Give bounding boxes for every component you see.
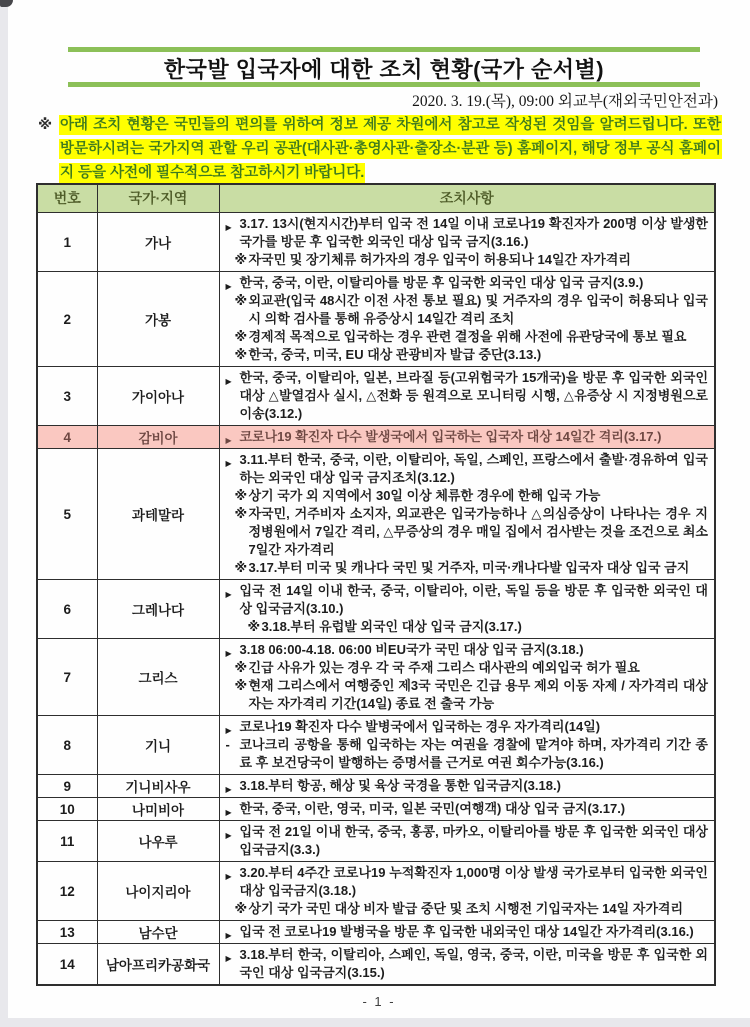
measure-line bbox=[234, 900, 709, 918]
document-page bbox=[8, 0, 750, 1018]
measure-line bbox=[225, 923, 709, 941]
reference-mark-icon: ※ bbox=[247, 619, 261, 634]
measures-cell bbox=[219, 821, 715, 862]
reference-mark-icon: ※ bbox=[234, 488, 248, 503]
reference-mark-icon: ※ bbox=[38, 117, 53, 133]
country-name: 가봉 bbox=[97, 272, 219, 367]
measure-line bbox=[225, 641, 709, 659]
row-number: 14 bbox=[37, 944, 97, 986]
table-row bbox=[37, 798, 715, 821]
measures-cell bbox=[219, 580, 715, 639]
row-number: 6 bbox=[37, 580, 97, 639]
measure-text: 3.18 06:00-4.18. 06:00 비EU국가 국민 대상 입국 금지(3.18.) bbox=[239, 642, 584, 657]
measure-text: 3.18.부터 항공, 해상 및 육상 국경을 통한 입국금지(3.18.) bbox=[239, 778, 561, 793]
column-header-country: 국가·지역 bbox=[97, 184, 219, 213]
row-number: 13 bbox=[37, 921, 97, 944]
reference-mark-icon: ※ bbox=[234, 660, 248, 675]
row-number: 11 bbox=[37, 821, 97, 862]
measure-line bbox=[225, 582, 709, 618]
measure-line bbox=[225, 428, 709, 446]
country-name: 그리스 bbox=[97, 639, 219, 716]
dash-icon: - bbox=[225, 737, 230, 752]
reference-mark-icon: ※ bbox=[234, 678, 248, 693]
measure-line bbox=[225, 823, 709, 859]
measures-cell bbox=[219, 798, 715, 821]
table-row bbox=[37, 862, 715, 921]
row-number: 2 bbox=[37, 272, 97, 367]
measure-line bbox=[225, 215, 709, 251]
row-number: 3 bbox=[37, 367, 97, 426]
dateline: 2020. 3. 19.(목), 09:00 외교부(재외국민안전과) bbox=[412, 93, 718, 110]
row-number: 10 bbox=[37, 798, 97, 821]
measure-line bbox=[225, 777, 709, 795]
measures-cell bbox=[219, 367, 715, 426]
measure-text: 코로나19 확진자 다수 발병국에서 입국하는 경우 자가격리(14일) bbox=[239, 719, 601, 734]
country-name: 감비아 bbox=[97, 426, 219, 449]
measures-cell bbox=[219, 775, 715, 798]
reference-mark-icon: ※ bbox=[234, 293, 248, 308]
measure-text: 3.20.부터 4주간 코로나19 누적확진자 1,000명 이상 발생 국가로부터 입국한 외국인 대상 입국금지(3.18.) bbox=[239, 865, 708, 898]
measures-cell bbox=[219, 921, 715, 944]
bullet-arrow-icon: ▶ bbox=[225, 282, 232, 291]
table-row bbox=[37, 449, 715, 580]
measure-line bbox=[225, 864, 709, 900]
country-name: 기니 bbox=[97, 716, 219, 775]
reference-mark-icon: ※ bbox=[234, 329, 248, 344]
table-row bbox=[37, 367, 715, 426]
measure-text: 외교관(입국 48시간 이전 사전 통보 필요) 및 거주자의 경우 입국이 허용되나 입국시 의학 검사를 통해 유증상시 14일간 격리 조치 bbox=[248, 293, 708, 326]
table-row bbox=[37, 944, 715, 986]
measures-cell bbox=[219, 944, 715, 986]
bullet-arrow-icon: ▶ bbox=[225, 831, 232, 840]
measure-line bbox=[234, 659, 709, 677]
bullet-arrow-icon: ▶ bbox=[225, 931, 232, 940]
bullet-arrow-icon: ▶ bbox=[225, 808, 232, 817]
row-number: 7 bbox=[37, 639, 97, 716]
measure-line bbox=[234, 346, 709, 364]
bullet-arrow-icon: ▶ bbox=[225, 590, 232, 599]
country-name: 나이지리아 bbox=[97, 862, 219, 921]
notice-paragraph bbox=[38, 113, 722, 185]
bullet-arrow-icon: ▶ bbox=[225, 726, 232, 735]
measure-text: 상기 국가 외 지역에서 30일 이상 체류한 경우에 한해 입국 가능 bbox=[248, 488, 601, 503]
country-name: 가이아나 bbox=[97, 367, 219, 426]
table-row bbox=[37, 821, 715, 862]
measure-text: 긴급 사유가 있는 경우 각 국 주재 그리스 대사관의 예외입국 허가 필요 bbox=[248, 660, 640, 675]
measures-cell bbox=[219, 862, 715, 921]
row-number: 4 bbox=[37, 426, 97, 449]
measure-text: 3.18.부터 유럽발 외국인 대상 입국 금지(3.17.) bbox=[261, 619, 522, 634]
measure-text: 코로나19 확진자 다수 발생국에서 입국하는 입국자 대상 14일간 격리(3.17.) bbox=[239, 429, 662, 444]
reference-mark-icon: ※ bbox=[234, 347, 248, 362]
reference-mark-icon: ※ bbox=[234, 252, 248, 267]
table-header-row bbox=[37, 184, 715, 213]
measure-text: 코나크리 공항을 통해 입국하는 자는 여권을 경찰에 맡겨야 하며, 자가격리 기간 종료 후 보건당국이 발행하는 증명서를 근거로 여권 회수가능(3.16.) bbox=[239, 737, 708, 770]
reference-mark-icon: ※ bbox=[234, 901, 248, 916]
country-name: 나미비아 bbox=[97, 798, 219, 821]
measure-text: 한국, 중국, 이란, 영국, 미국, 일본 국민(여행객) 대상 입국 금지(3.17.) bbox=[239, 801, 626, 816]
table-row bbox=[37, 272, 715, 367]
column-header-measures: 조치사항 bbox=[219, 184, 715, 213]
measure-line bbox=[225, 274, 709, 292]
row-number: 5 bbox=[37, 449, 97, 580]
notice-highlighted-text: 아래 조치 현황은 국민들의 편의를 위하여 정보 제공 차원에서 참고로 작성된 것임을 알려드립니다. 또한 방문하시려는 국가지역 관할 우리 공관(대사관·총영사관·출장소·분관 등) 홈페이지, 해당 정부 공식 홈페이지 등을 사전에 필수적으로 참고하시기 바랍니다. bbox=[60, 117, 721, 181]
measure-line bbox=[225, 946, 709, 982]
table-body bbox=[37, 213, 715, 986]
page-title: 한국발 입국자에 대한 조치 현황(국가 순서별) bbox=[163, 57, 605, 82]
table-row bbox=[37, 921, 715, 944]
bullet-arrow-icon: ▶ bbox=[225, 954, 232, 963]
measure-line bbox=[234, 292, 709, 328]
title-rule-top bbox=[68, 47, 700, 52]
measure-text: 3.17.부터 미국 및 캐나다 국민 및 거주자, 미국·캐나다발 입국자 대상 입국 금지 bbox=[248, 560, 690, 575]
measures-cell bbox=[219, 272, 715, 367]
measure-text: 입국 전 코로나19 발병국을 방문 후 입국한 내외국인 대상 14일간 자가격리(3.16.) bbox=[239, 924, 694, 939]
country-name: 과테말라 bbox=[97, 449, 219, 580]
country-name: 나우루 bbox=[97, 821, 219, 862]
table-row bbox=[37, 580, 715, 639]
measure-line bbox=[225, 369, 709, 423]
row-number: 9 bbox=[37, 775, 97, 798]
bullet-arrow-icon: ▶ bbox=[225, 649, 232, 658]
measures-cell bbox=[219, 213, 715, 272]
measure-text: 자국민, 거주비자 소지자, 외교관은 입국가능하나 △의심증상이 나타나는 경우 지정병원에서 7일간 격리, △무증상의 경우 매일 집에서 검사받는 것을 조건으로 최소 7일간 자가격리 bbox=[248, 506, 708, 557]
measures-cell bbox=[219, 716, 715, 775]
measure-line bbox=[234, 251, 709, 269]
measure-text: 입국 전 14일 이내 한국, 중국, 이탈리아, 이란, 독일 등을 방문 후 입국한 외국인 대상 입국금지(3.10.) bbox=[239, 583, 708, 616]
table-row bbox=[37, 213, 715, 272]
measure-text: 3.17. 13시(현지시간)부터 입국 전 14일 이내 코로나19 확진자가 200명 이상 발생한 국가를 방문 후 입국한 외국인 대상 입국 금지(3.16.) bbox=[239, 216, 708, 249]
reference-mark-icon: ※ bbox=[234, 506, 248, 521]
bullet-arrow-icon: ▶ bbox=[225, 436, 232, 445]
measure-line bbox=[225, 718, 709, 736]
country-name: 그레나다 bbox=[97, 580, 219, 639]
page-number: - 1 - bbox=[362, 994, 396, 1009]
measure-line bbox=[234, 505, 709, 559]
measure-text: 한국, 중국, 미국, EU 대상 관광비자 발급 중단(3.13.) bbox=[248, 347, 542, 362]
table-row bbox=[37, 716, 715, 775]
column-header-number: 번호 bbox=[37, 184, 97, 213]
measure-line bbox=[225, 800, 709, 818]
measure-line bbox=[225, 451, 709, 487]
table-header bbox=[37, 184, 715, 213]
measures-cell bbox=[219, 449, 715, 580]
measure-line bbox=[225, 736, 709, 772]
row-number: 8 bbox=[37, 716, 97, 775]
measure-line bbox=[234, 677, 709, 713]
measure-line bbox=[247, 618, 709, 636]
measure-line bbox=[234, 328, 709, 346]
country-name: 기니비사우 bbox=[97, 775, 219, 798]
measure-text: 3.18.부터 한국, 이탈리아, 스페인, 독일, 영국, 중국, 이란, 미국을 방문 후 입국한 외국인 대상 입국금지(3.15.) bbox=[239, 947, 708, 980]
country-name: 가나 bbox=[97, 213, 219, 272]
table-row bbox=[37, 775, 715, 798]
measures-cell bbox=[219, 426, 715, 449]
bullet-arrow-icon: ▶ bbox=[225, 872, 232, 881]
row-number: 1 bbox=[37, 213, 97, 272]
measure-text: 3.11.부터 한국, 중국, 이란, 이탈리아, 독일, 스페인, 프랑스에서 출발·경유하여 입국하는 외국인 대상 입국 금지조치(3.12.) bbox=[239, 452, 708, 485]
measures-table bbox=[36, 183, 716, 986]
measure-text: 경제적 목적으로 입국하는 경우 관련 결정을 위해 사전에 유관당국에 통보 필요 bbox=[248, 329, 687, 344]
table-row bbox=[37, 639, 715, 716]
bullet-arrow-icon: ▶ bbox=[225, 785, 232, 794]
bullet-arrow-icon: ▶ bbox=[225, 223, 232, 232]
reference-mark-icon: ※ bbox=[234, 560, 248, 575]
measure-text: 입국 전 21일 이내 한국, 중국, 홍콩, 마카오, 이탈리아를 방문 후 입국한 외국인 대상 입국금지(3.3.) bbox=[239, 824, 708, 857]
title-rule-bottom bbox=[68, 82, 700, 87]
bullet-arrow-icon: ▶ bbox=[225, 377, 232, 386]
row-number: 12 bbox=[37, 862, 97, 921]
measures-cell bbox=[219, 639, 715, 716]
measure-line bbox=[234, 559, 709, 577]
measure-text: 한국, 중국, 이탈리아, 일본, 브라질 등(고위험국가 15개국)을 방문 후 입국한 외국인 대상 △발열검사 실시, △전화 등 원격으로 모니터링 시행, △유증상 시 지정병원으로 이송(3.12.) bbox=[239, 370, 708, 421]
table-row bbox=[37, 426, 715, 449]
bullet-arrow-icon: ▶ bbox=[225, 459, 232, 468]
measure-line bbox=[234, 487, 709, 505]
measure-text: 현재 그리스에서 여행중인 제3국 국민은 긴급 용무 제외 이동 자제 / 자가격리 대상자는 자가격리 기간(14일) 종료 전 출국 가능 bbox=[248, 678, 708, 711]
country-name: 남아프리카공화국 bbox=[97, 944, 219, 986]
measure-text: 자국민 및 장기체류 허가자의 경우 입국이 허용되나 14일간 자가격리 bbox=[248, 252, 631, 267]
country-name: 남수단 bbox=[97, 921, 219, 944]
measure-text: 상기 국가 국민 대상 비자 발급 중단 및 조치 시행전 기입국자는 14일 자가격리 bbox=[248, 901, 684, 916]
measure-text: 한국, 중국, 이란, 이탈리아를 방문 후 입국한 외국인 대상 입국 금지(3.9.) bbox=[239, 275, 644, 290]
